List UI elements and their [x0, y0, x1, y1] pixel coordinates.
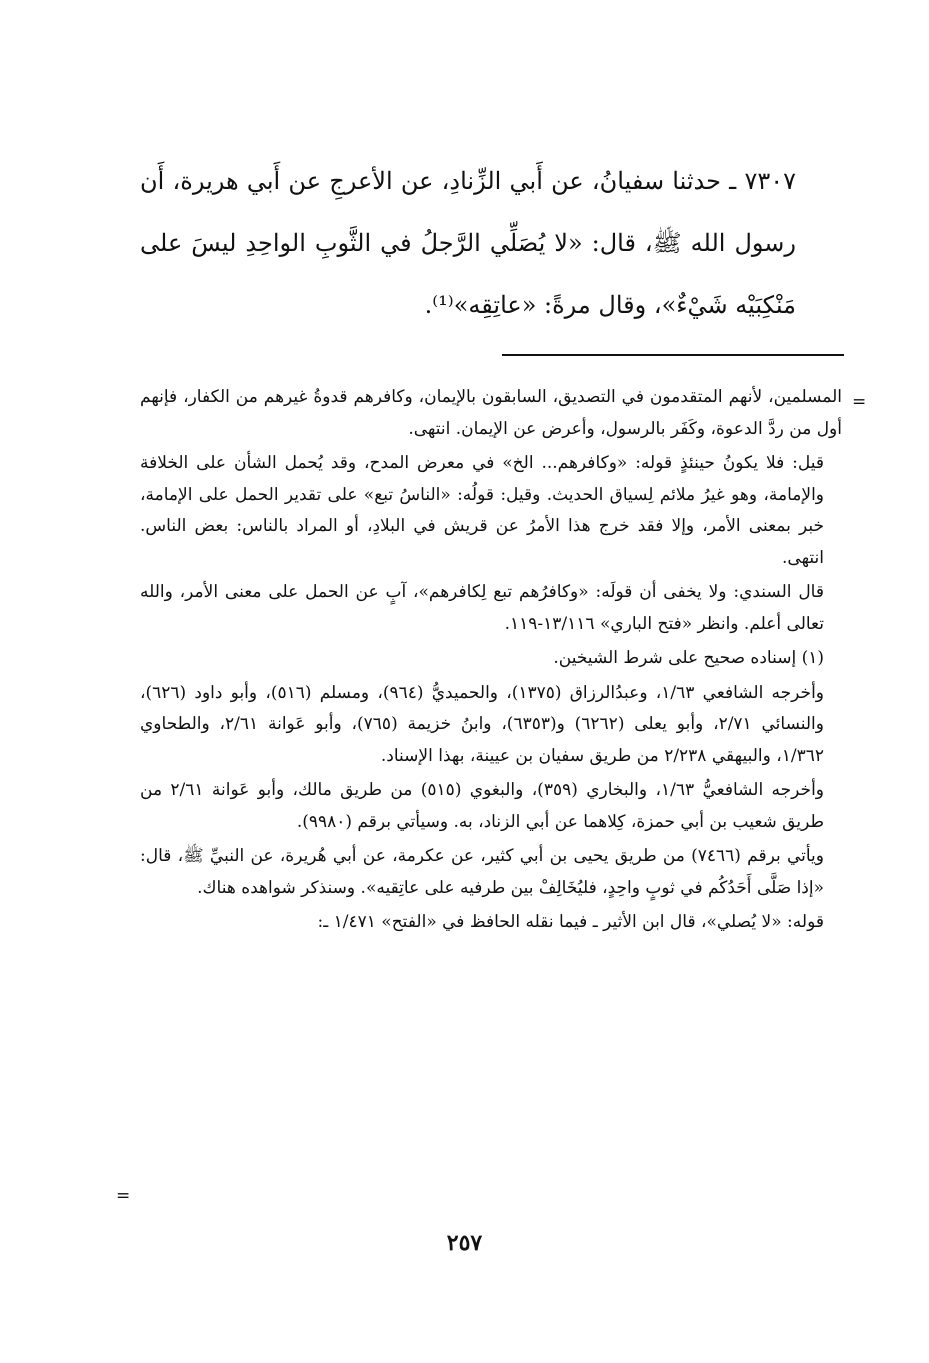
hadith-text [140, 150, 840, 336]
page-number: ٢٥٧ [446, 1230, 483, 1256]
continuation-mark-end: = [116, 1186, 131, 1206]
hadith-paragraph: ٧٣٠٧ ـ حدثنا سفيانُ، عن أَبي الزِّنادِ، عن الأعرجِ عن أَبي هريرة، أَن رسول الله ﷺ، قال: «لا يُصَلِّي الرَّجلُ في الثَّوبِ الواحِدِ ليسَ على مَنْكِبَيْه شَيْءٌ»، وقال مرةً: «عاتِقِه»⁽¹⁾. [140, 167, 796, 319]
footnote-number-one: (١) إسناده صحيح على شرط الشيخين. [553, 648, 824, 668]
footnote-divider [502, 354, 844, 356]
footnotes-section [140, 382, 852, 942]
footnote-paragraph: ويأتي برقم (٧٤٦٦) من طريق يحيى بن أبي كثير، عن عكرمة، عن أبي هُريرة، عن النبيِّ ﷺ، قال: «إذا صَلَّى أَحَدُكُم في ثوبٍ واحِدٍ، فليُخَالِفْ بين طرفيه على عاتِقيه». وسنذكر شواهده هناك. [140, 846, 824, 898]
footnote-paragraph: قيل: فلا يكونُ حينئذٍ قوله: «وكافرهم... الخ» في معرض المدح، وقد يُحمل الشأن على الخلافة والإمامة، وهو غيرُ ملائم لِسياق الحديث. وقيل: قولُه: «الناسُ تبع» على تقدير الحمل على الإمامة، خبر بمعنى الأمر، وإلا فقد خرج هذا الأمرُ عن قريش في البلادِ، أو المراد بالناس: بعض الناس. انتهى. [140, 453, 824, 568]
footnote-paragraph: المسلمين، لأنهم المتقدمون في التصديق، السابقون بالإيمان، وكافرهم قدوةُ غيرهم من الكفار، فإنهم أول من ردَّ الدعوة، وكَفَر بالرسول، وأعرض عن الإيمان. انتهى. [140, 387, 842, 439]
footnote-paragraph: وأخرجه الشافعي ١/٦٣، وعبدُالرزاق (١٣٧٥)، والحميديُّ (٩٦٤)، ومسلم (٥١٦)، وأبو داود (٦٢٦)، والنسائي ٢/٧١، وأبو يعلى (٦٢٦٢) و(٦٣٥٣)، وابنُ خزيمة (٧٦٥)، وأبو عَوانة ٢/٦١، والطحاوي ١/٣٦٢، والبيهقي ٢/٢٣٨ من طريق سفيان بن عيينة، بهذا الإسناد. [140, 682, 824, 766]
footnote-paragraph: قال السندي: ولا يخفى أن قولَه: «وكافرُهم تبع لِكافرهم»، آبٍ عن الحمل على معنى الأمر، والله تعالى أعلم. وانظر «فتح الباري» ١٣/١١٦-١١٩. [140, 582, 824, 634]
continuation-mark: = [852, 392, 867, 412]
footnote-paragraph: قوله: «لا يُصلي»، قال ابن الأثير ـ فيما نقله الحافظ في «الفتح» ١/٤٧١ ـ: [317, 912, 824, 932]
footnote-paragraph: وأخرجه الشافعيُّ ١/٦٣، والبخاري (٣٥٩)، والبغوي (٥١٥) من طريق مالك، وأبو عَوانة ٢/٦١ من طريق شعيب بن أبي حمزة، كِلاهما عن أبي الزناد، به. وسيأتي برقم (٩٩٨٠). [140, 780, 824, 832]
